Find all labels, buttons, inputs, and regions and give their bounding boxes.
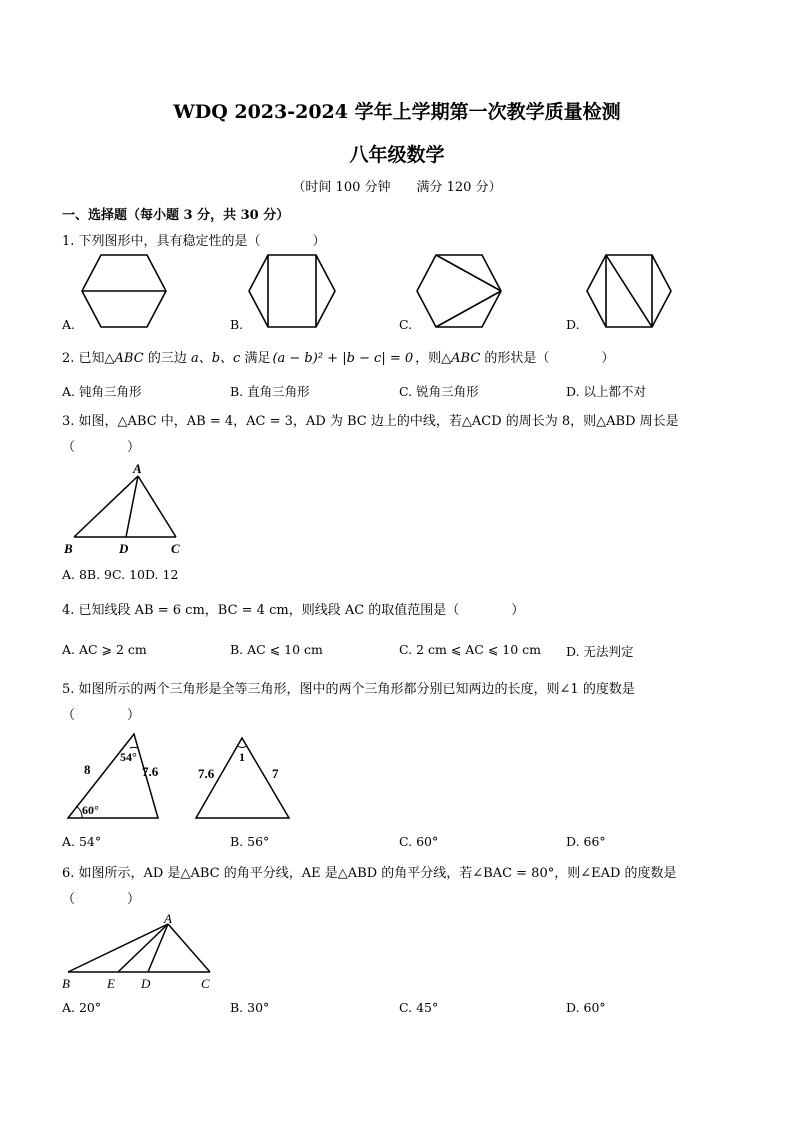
q1-hexagon-d [585,253,675,329]
q2-stem-b: 的三边 [143,351,191,366]
q1-stem: 1. 下列图形中，具有稳定性的是（ ） [62,234,326,249]
q1-hexagon-c [415,253,505,329]
q3-paren: （ ） [62,440,141,455]
q6-label-e: E [107,976,115,991]
q2-option-c: C. 锐角三角形 [399,384,479,399]
q5-angle-1: 1 [239,750,245,764]
q6-figure [60,910,220,994]
q6-option-a: A. 20° [62,1000,102,1015]
q5-option-b: B. 56° [230,834,270,849]
q1-option-a: A. [62,317,76,332]
q3-stem: 3. 如图，△ABC 中，AB = 4，AC = 3，AD 为 BC 边上的中线，若△ACD 的周长为 8，则△ABD 周长是 [62,414,679,429]
q3-label-b: B [64,541,73,556]
q2-option-a: A. 钝角三角形 [62,384,142,399]
q4-option-d: D. 无法判定 [566,644,634,659]
q5-bottom-angle: 60° [82,803,99,817]
q5-figure [60,728,300,828]
q3-options: A. 8B. 9C. 10D. 12 [62,567,179,582]
q5-right-side: 7.6 [142,764,159,779]
q5-option-a: A. 54° [62,834,102,849]
q6-option-d: D. 60° [566,1000,606,1015]
q6-label-a: A [164,911,172,926]
q2-abc-1: ABC [114,351,144,366]
q6-label-c: C [201,976,210,991]
q5-option-c: C. 60° [399,834,439,849]
q3-triangle-figure [62,460,192,560]
q5-option-d: D. 66° [566,834,606,849]
q1-hexagon-a [80,253,170,329]
q5-right-right-side: 7 [272,766,279,781]
page-subtitle: 八年级数学 [349,144,445,166]
q6-paren: （ ） [62,892,141,907]
q2-vars: a、b、c [190,351,241,366]
q5-left-side: 8 [84,762,91,777]
q4-stem: 4. 已知线段 AB = 6 cm，BC = 4 cm，则线段 AC 的取值范围是（ ） [62,603,525,618]
q2-stem [62,347,614,366]
q3-label-a: A [133,461,142,476]
q4-option-c: C. 2 cm ⩽ AC ⩽ 10 cm [399,642,542,657]
q2-option-b: B. 直角三角形 [230,384,310,399]
q6-option-b: B. 30° [230,1000,270,1015]
q5-right-left-side: 7.6 [198,766,215,781]
q2-formula: (a − b)² + |b − c| = 0 [272,351,414,366]
time-note: （时间 100 分钟 满分 120 分） [292,180,502,195]
q6-stem: 6. 如图所示，AD 是△ABC 的角平分线，AE 是△ABD 的角平分线，若∠BAC = 80°，则∠EAD 的度数是 [62,866,677,881]
q5-top-angle: 54° [120,750,137,764]
q4-option-b: B. AC ⩽ 10 cm [230,642,323,657]
q2-stem-e: 的形状是（ ） [480,351,615,366]
q1-option-d: D. [566,317,580,332]
q3-label-c: C [171,541,180,556]
q2-abc-2: ABC [451,351,481,366]
q2-stem-d: ，则△ [415,351,452,366]
q2-stem-a: 2. 已知△ [62,351,115,366]
q6-option-c: C. 45° [399,1000,439,1015]
q1-hexagon-b [247,253,339,329]
q4-option-a: A. AC ⩾ 2 cm [62,642,147,657]
page-title: WDQ 2023-2024 学年上学期第一次教学质量检测 [173,101,621,123]
q5-paren: （ ） [62,708,141,723]
q2-stem-c: 满足 [240,351,271,366]
q6-label-d: D [141,976,151,991]
q1-option-c: C. [399,317,413,332]
section-heading: 一、选择题（每小题 3 分，共 30 分） [62,208,290,223]
q1-option-b: B. [230,317,244,332]
q2-option-d: D. 以上都不对 [566,384,647,399]
q6-label-b: B [62,976,70,991]
q3-label-d: D [119,541,129,556]
q5-stem: 5. 如图所示的两个三角形是全等三角形，图中的两个三角形都分别已知两边的长度，则∠1 的度数是 [62,682,635,697]
